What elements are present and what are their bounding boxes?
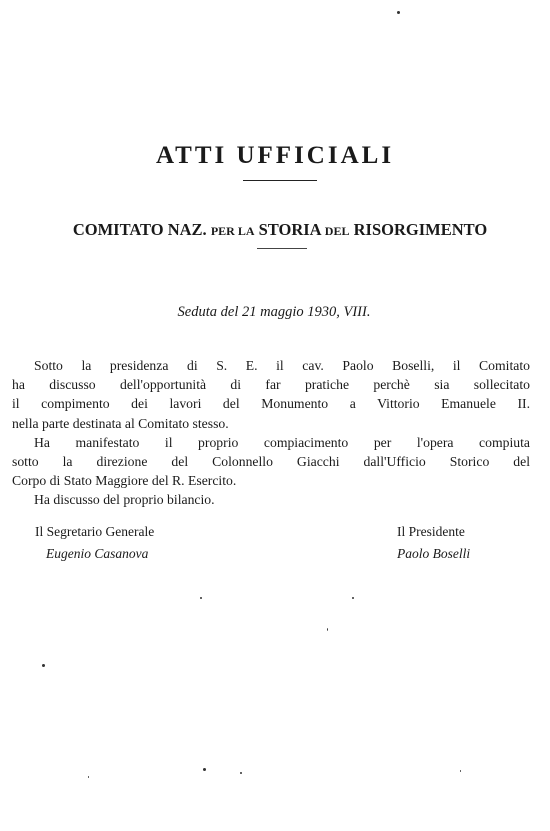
print-speck xyxy=(203,768,206,771)
committee-part-1: COMITATO NAZ. xyxy=(72,220,207,239)
body-line-5: Ha manifestato il proprio compiacimento per l'opera compiuta xyxy=(34,434,530,450)
body-line-7: Corpo di Stato Maggiore del R. Esercito. xyxy=(12,473,237,489)
president-name: Paolo Boselli xyxy=(397,546,471,561)
print-speck xyxy=(327,628,328,631)
body-line-8: Ha discusso del proprio bilancio. xyxy=(34,492,215,508)
page-title: ATTI UFFICIALI xyxy=(155,142,395,169)
committee-part-2: PER LA xyxy=(210,224,255,238)
body-line-6: sotto la direzione del Colonnello Giacchi dall'Ufficio Storico del xyxy=(12,454,530,470)
print-speck xyxy=(352,597,354,599)
secretary-title: Il Segretario Generale xyxy=(35,524,155,539)
title-divider xyxy=(243,180,317,181)
print-speck xyxy=(397,11,400,14)
print-speck xyxy=(200,597,202,599)
body-line-3: il compimento dei lavori del Monumento a Vittorio Emanuele II. xyxy=(12,396,530,412)
president-title: Il Presidente xyxy=(397,524,465,539)
print-speck xyxy=(42,664,45,667)
body-line-1: Sotto la presidenza di S. E. il cav. Paolo Boselli, il Comitato xyxy=(34,358,530,373)
committee-part-5: RISORGIMENTO xyxy=(353,220,488,239)
print-speck xyxy=(240,772,242,774)
body-line-4: nella parte destinata al Comitato stesso. xyxy=(12,415,229,431)
committee-divider xyxy=(257,248,307,249)
minutes-body xyxy=(12,356,530,510)
secretary-name: Eugenio Casanova xyxy=(46,546,149,561)
session-date: Seduta del 21 maggio 1930, VIII. xyxy=(177,304,371,320)
committee-part-4: DEL xyxy=(324,224,350,238)
committee-part-3: STORIA xyxy=(258,220,321,239)
committee-heading xyxy=(0,220,550,240)
body-line-2: ha discusso dell'opportunità di far pratiche perchè sia sollecitato xyxy=(12,377,530,393)
print-speck xyxy=(460,770,461,772)
print-speck xyxy=(88,776,89,778)
